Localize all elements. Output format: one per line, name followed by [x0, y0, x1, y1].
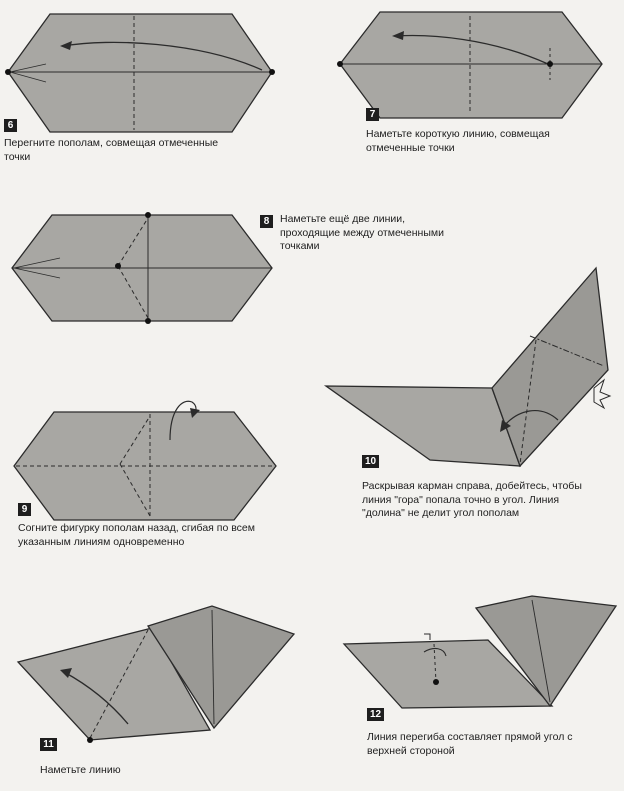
step-7-caption-line-2: отмеченные точки	[366, 141, 455, 154]
step-6-figure	[5, 14, 275, 132]
step-9-number: 9	[18, 503, 31, 516]
step-9-caption-line-1: Согните фигурку пополам назад, сгибая по всем	[18, 522, 255, 534]
step-9-caption	[18, 522, 255, 549]
step-12-right-angle-mark	[424, 634, 430, 640]
step-11-figure	[18, 606, 294, 743]
step-10-number: 10	[362, 455, 379, 468]
step-11-caption-line-1: Наметьте линию	[40, 764, 121, 776]
step-9-caption-line-2: указанным линиям одновременно	[18, 535, 185, 548]
step-12-caption	[367, 731, 573, 758]
step-11-caption	[40, 764, 121, 778]
step-6-caption-line-1: Перегните пополам, совмещая отмеченные	[4, 137, 219, 149]
step-12-number: 12	[367, 708, 384, 721]
step-8-figure	[12, 212, 272, 324]
step-8-caption-line-1: Наметьте ещё две линии,	[280, 213, 406, 225]
step-8-mark-point-bottom	[145, 318, 151, 324]
step-12-mark-point	[433, 679, 439, 685]
step-10-caption-line-2: линия "гора" попала точно в угол. Линия	[362, 493, 560, 506]
step-6-mark-point-right	[269, 69, 275, 75]
step-7-figure	[337, 12, 602, 118]
step-11-number: 11	[40, 738, 57, 751]
step-7-mark-point-right	[547, 61, 553, 67]
step-7-caption	[366, 128, 550, 155]
step-8-mark-point-top	[145, 212, 151, 218]
step-10-flap	[492, 268, 608, 466]
step-7-mark-point-left	[337, 61, 343, 67]
step-10-body	[326, 386, 520, 466]
step-10-push-icon	[594, 380, 610, 408]
step-6-caption-line-2: точки	[4, 150, 31, 163]
step-9-figure	[14, 401, 276, 520]
step-6-paper	[8, 14, 272, 132]
step-10-caption	[362, 480, 582, 521]
step-6-caption	[4, 137, 218, 164]
step-10-figure	[326, 268, 610, 466]
step-7-caption-line-1: Наметьте короткую линию, совмещая	[366, 128, 550, 140]
step-8-number: 8	[260, 215, 273, 228]
step-7-number: 7	[366, 108, 379, 121]
step-12-figure	[344, 596, 616, 708]
step-10-caption-line-3: "долина" не делит угол пополам	[362, 507, 520, 519]
step-12-caption-line-1: Линия перегиба составляет прямой угол с	[367, 731, 573, 743]
step-8-caption-line-3: точками	[280, 240, 320, 252]
step-12-caption-line-2: верхней стороной	[367, 744, 455, 757]
step-7-paper	[340, 12, 602, 118]
step-6-mark-point-left	[5, 69, 11, 75]
step-8-caption	[280, 213, 444, 254]
step-10-caption-line-1: Раскрывая карман справа, добейтесь, чтобы	[362, 480, 582, 492]
step-6-number: 6	[4, 119, 17, 132]
step-8-caption-line-2: проходящие между отмеченными	[280, 226, 444, 239]
step-11-mark-point	[87, 737, 93, 743]
step-8-mark-point-center	[115, 263, 121, 269]
